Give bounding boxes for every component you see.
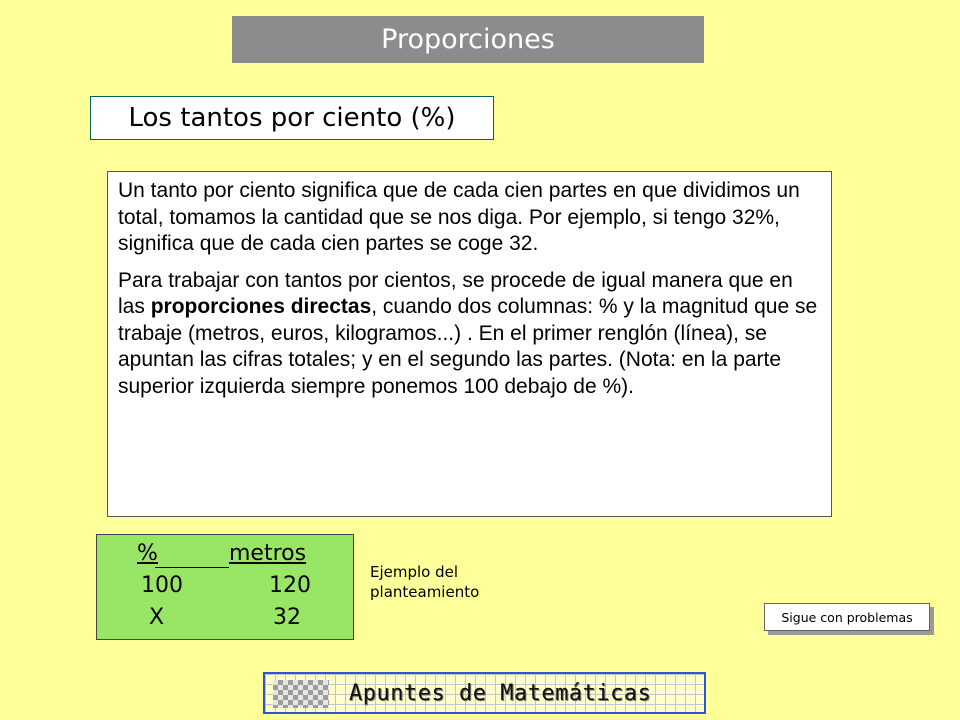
example-caption bbox=[370, 562, 510, 602]
example-header-row bbox=[97, 541, 353, 571]
example-row-2-right: 32 bbox=[273, 605, 301, 630]
example-row bbox=[97, 605, 353, 635]
page-title-text: Proporciones bbox=[381, 24, 555, 55]
example-row-1-right: 120 bbox=[269, 573, 311, 598]
example-caption-line-1: Ejemplo del bbox=[370, 563, 459, 581]
next-problems-label: Sigue con problemas bbox=[781, 609, 913, 625]
paragraph-2-start: Para trabajar con tantos por cientos, se procede de igual manera que en las bbox=[118, 268, 793, 318]
section-subtitle bbox=[90, 96, 494, 140]
example-header-metros: metros bbox=[229, 541, 307, 566]
example-table bbox=[96, 534, 354, 640]
example-row-1-left: 100 bbox=[141, 573, 183, 598]
section-subtitle-text: Los tantos por ciento (%) bbox=[128, 103, 456, 133]
example-row-2-left: X bbox=[149, 605, 165, 630]
footer-logo bbox=[263, 672, 706, 714]
next-problems-button[interactable] bbox=[764, 603, 930, 631]
checker-pattern-icon bbox=[273, 680, 329, 708]
explanation-box bbox=[107, 171, 832, 517]
example-header-underline bbox=[155, 541, 229, 568]
page-title bbox=[232, 16, 704, 63]
example-row bbox=[97, 573, 353, 603]
footer-logo-text: Apuntes de Matemáticas bbox=[349, 681, 652, 706]
paragraph-2-bold-term: proporciones directas bbox=[150, 295, 372, 318]
example-header-percent: % bbox=[137, 541, 158, 566]
explanation-paragraph-2 bbox=[118, 268, 821, 401]
example-caption-line-2: planteamiento bbox=[370, 583, 480, 601]
paragraph-2-end: , cuando dos columnas: % y la magnitud que se trabaje (metros, euros, kilogramos...) . En el primer renglón (línea), se apuntan las cifras totales; y en el segundo las partes. (Nota: en la parte superior izquierda siempre ponemos 100 debajo de %). bbox=[118, 295, 818, 398]
explanation-paragraph-1: Un tanto por ciento significa que de cada cien partes en que dividimos un total, tomamos la cantidad que se nos diga. Por ejemplo, si tengo 32%, significa que de cada cien partes se coge 32. bbox=[118, 179, 800, 255]
